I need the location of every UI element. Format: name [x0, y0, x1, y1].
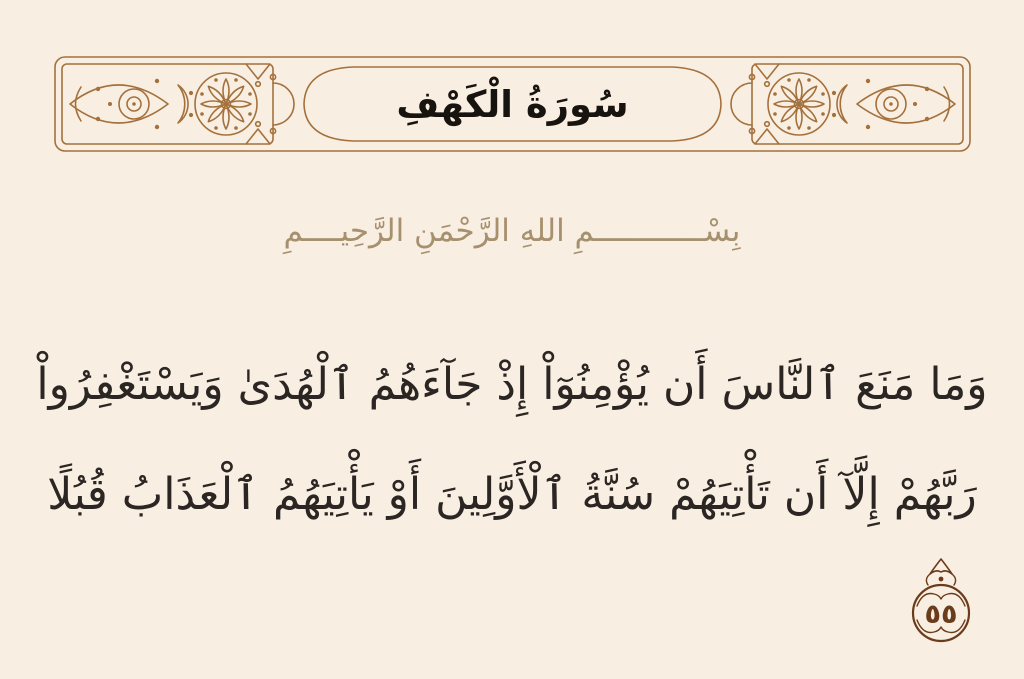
- verse-line-2: رَبَّهُمْ إِلَّآ أَن تَأْتِيَهُمْ سُنَّةُ ٱلْأَوَّلِينَ أَوْ يَأْتِيَهُمُ ٱلْعَذَابُ قُبُلًا: [47, 469, 977, 520]
- verse-text: [0, 330, 1024, 550]
- surah-title: سُورَةُ الْكَهْفِ: [396, 82, 629, 126]
- ayah-number: ٥٥: [924, 599, 958, 630]
- ayah-marker: [903, 556, 979, 648]
- basmala-text: بِسْــــــــــــمِ اللهِ الرَّحْمَنِ الرَّحِيــــمِ: [283, 213, 741, 249]
- verse-line-1: وَمَا مَنَعَ ٱلنَّاسَ أَن يُؤْمِنُوٓاْ إِذْ جَآءَهُمُ ٱلْهُدَىٰ وَيَسْتَغْفِرُواْ: [36, 359, 988, 410]
- ayah-medallion-icon: [903, 556, 979, 648]
